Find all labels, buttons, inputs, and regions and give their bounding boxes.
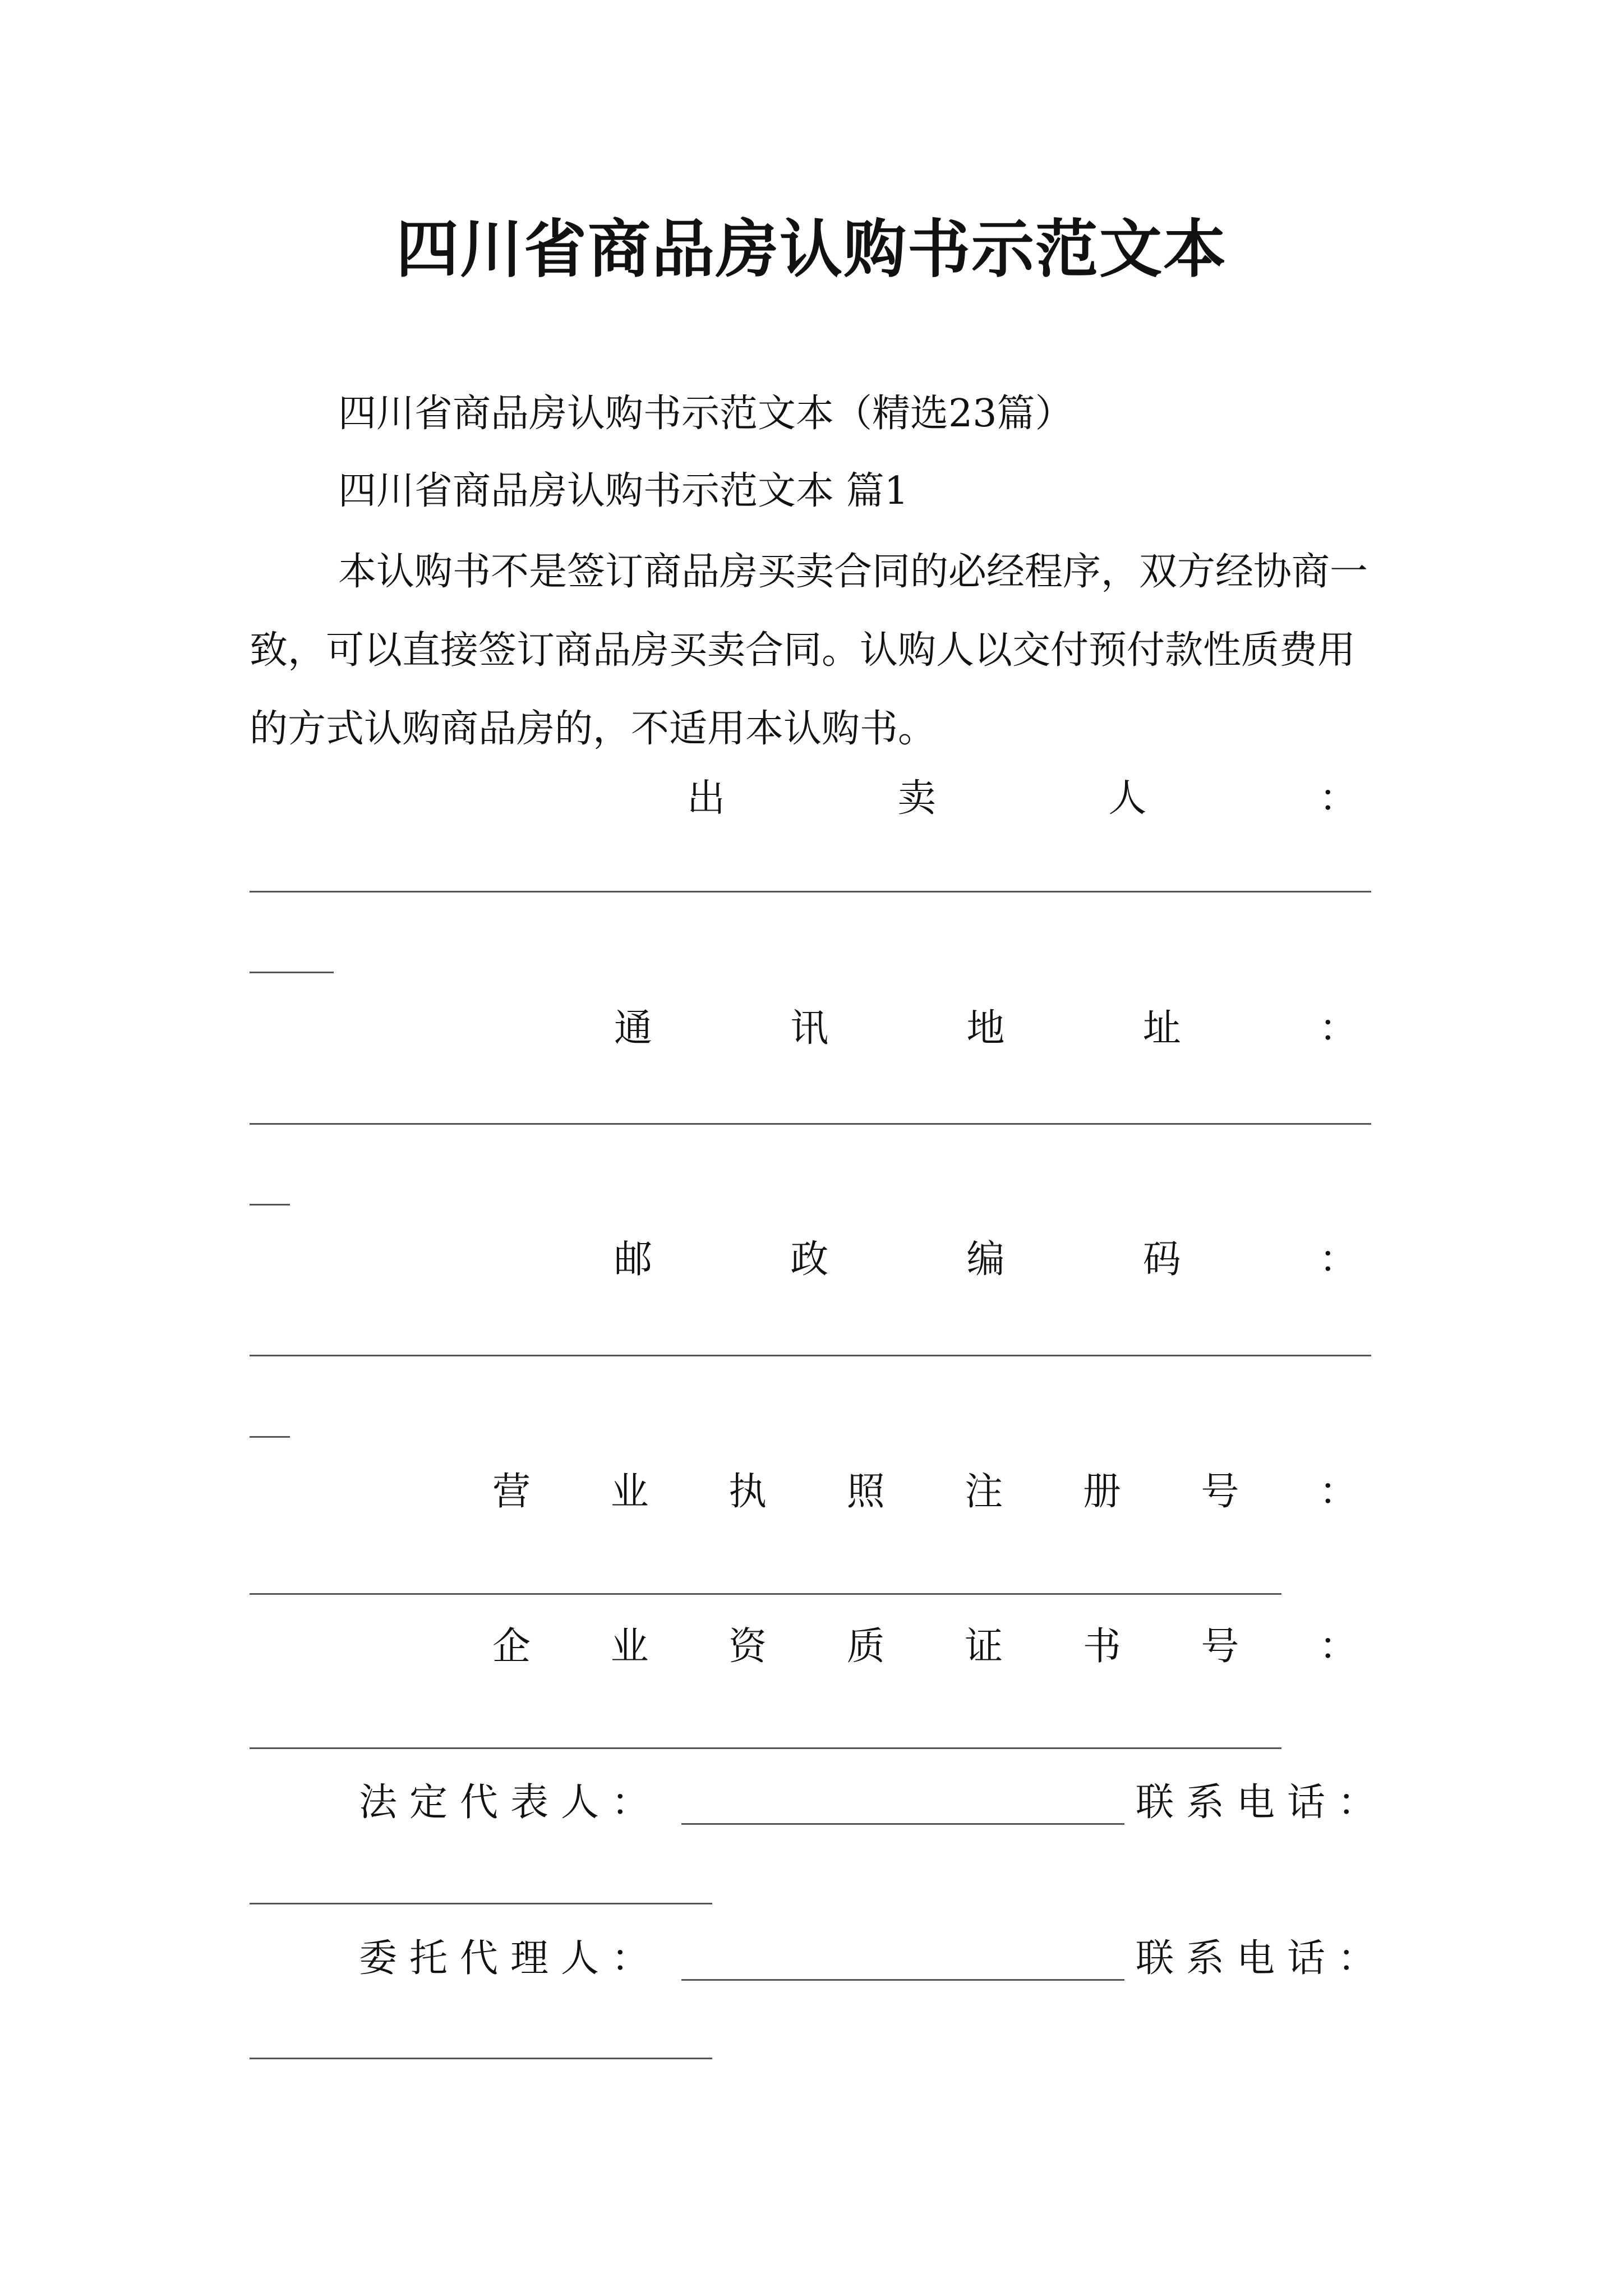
postcode-label [614,1237,1357,1282]
postcode-char: 政 [790,1237,829,1282]
agent-phone-blank [250,2058,712,2059]
legal-rep-phone-blank [250,1903,712,1904]
seller-blank-line [250,891,1371,892]
postcode-blank-line [250,1355,1371,1356]
postcode-blank-tail [250,1436,290,1438]
document-title: 四川省商品房认购书示范文本 [396,213,1227,286]
section-heading: 四川省商品房认购书示范文本 篇1 [338,469,909,513]
agent-phone-label: 联系电话： [1136,1936,1389,1981]
address-char: 讯 [790,1006,829,1051]
subtitle: 四川省商品房认购书示范文本（精选23篇） [338,392,1073,436]
qualification-char: 业 [610,1625,649,1669]
legal-rep-phone-label: 联系电话： [1136,1780,1389,1825]
license-char: 册 [1082,1470,1121,1514]
address-char: 通 [614,1006,653,1051]
qualification-char: 质 [846,1625,885,1669]
license-char: 照 [846,1470,885,1514]
license-char: 执 [728,1470,767,1514]
license-char: 注 [965,1470,1003,1514]
qualification-char: ： [1318,1625,1357,1669]
license-blank-line [250,1593,1281,1595]
postcode-char: 码 [1142,1237,1181,1282]
seller-char: 出 [687,776,726,821]
license-char: 业 [610,1470,649,1514]
seller-char: 卖 [897,776,936,821]
qualification-char: 资 [728,1625,767,1669]
agent-label: 委托代理人： [359,1936,662,1981]
address-label [614,1006,1357,1051]
license-char: ： [1318,1470,1357,1514]
qualification-blank-line [250,1747,1281,1749]
license-char: 号 [1201,1470,1239,1514]
agent-blank [681,1979,1124,1981]
legal-rep-label: 法定代表人： [359,1780,662,1825]
seller-char: ： [1318,776,1357,821]
agent-row [250,1936,1389,1985]
license-char: 营 [492,1470,531,1514]
postcode-char: 邮 [614,1237,653,1282]
qualification-char: 书 [1082,1625,1121,1669]
legal-rep-row [250,1780,1389,1829]
license-label [492,1470,1357,1514]
seller-char: 人 [1108,776,1147,821]
address-blank-line [250,1123,1371,1125]
seller-label [687,776,1357,821]
address-blank-tail [250,1204,290,1205]
address-char: 址 [1142,1006,1181,1051]
seller-blank-tail [250,972,334,973]
postcode-char: ： [1318,1237,1357,1282]
address-char: 地 [966,1006,1005,1051]
intro-paragraph: 本认购书不是签订商品房买卖合同的必经程序，双方经协商一致，可以直接签订商品房买卖合同。认购人以交付预付款性质费用的方式认购商品房的，不适用本认购书。 [250,550,1368,751]
qualification-label [492,1625,1357,1669]
qualification-char: 号 [1201,1625,1239,1669]
address-char: ： [1318,1006,1357,1051]
legal-rep-blank [681,1823,1124,1825]
postcode-char: 编 [966,1237,1005,1282]
qualification-char: 证 [965,1625,1003,1669]
qualification-char: 企 [492,1625,531,1669]
